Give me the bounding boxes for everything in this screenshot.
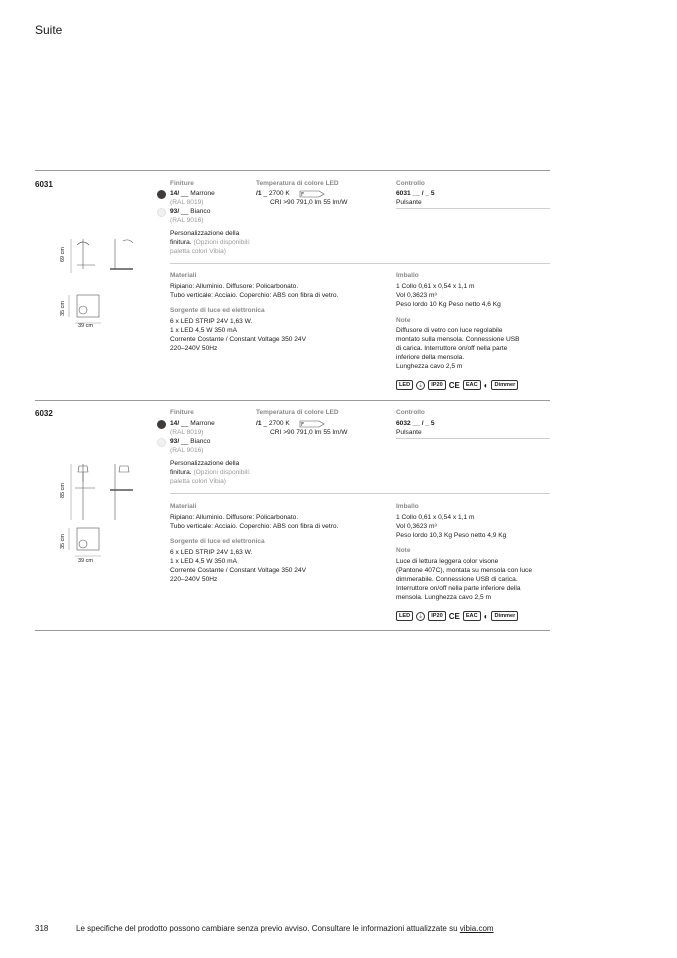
ground-icon: ⏚: [418, 382, 424, 389]
ip20-badge: IP20: [428, 380, 446, 390]
custom-finish-text-2: finitura. (Opzioni disponibili:: [170, 239, 251, 246]
custom-finish-note: paletta colori Vibia): [170, 478, 226, 485]
top-view-circle: [79, 540, 87, 548]
ce-mark-icon: CE: [448, 380, 460, 390]
depth-dimension: 35 cm: [60, 534, 66, 549]
light-source-line: 6 x LED STRIP 24V 1,63 W.: [170, 318, 253, 325]
packaging-line: Peso lordo 10,3 Kg Peso netto 4,9 Kg: [396, 532, 507, 539]
product-code: 6031: [35, 180, 53, 189]
ip20-badge: IP20: [428, 611, 446, 621]
page-number: 318: [35, 924, 49, 933]
height-dimension: 69 cm: [60, 247, 66, 262]
notes-line: inferiore della mensola.: [396, 354, 465, 361]
control-divider: [396, 208, 550, 209]
control-label: Controllo: [396, 409, 425, 416]
notes-line: dimmerabile. Connessione USB di carica.: [396, 576, 518, 583]
light-source-line: Corrente Costante / Constant Voltage 350 24V: [170, 336, 306, 343]
control-divider: [396, 438, 550, 439]
notes-label: Note: [396, 317, 411, 324]
packaging-line: Vol 0,3623 m³: [396, 523, 437, 530]
control-code: 6031 __ / _ 5: [396, 190, 435, 197]
depth-dimension: 35 cm: [60, 301, 66, 316]
dimmable-icon: ◐: [483, 611, 489, 621]
materials-line: Ripiano: Alluminio. Diffusore: Policarbonato.: [170, 514, 299, 521]
finish-option-brown: 14/ __ Marrone: [170, 420, 215, 427]
materials-line: Tubo verticale: Acciaio. Coperchio: ABS con fibra di vetro.: [170, 523, 339, 530]
dimmer-badge: Dimmer: [491, 380, 518, 390]
lamp-shade-side: [119, 466, 129, 472]
eac-badge: EAC: [463, 611, 481, 621]
control-value: Pulsante: [396, 429, 422, 436]
dimmer-badge: Dimmer: [491, 611, 518, 621]
top-view-square: [77, 295, 99, 317]
svg-text:F: F: [301, 422, 305, 428]
custom-finish-note: paletta colori Vibia): [170, 248, 226, 255]
finish-option-white: 93/ __ Bianco: [170, 438, 211, 445]
dimmable-icon: ◐: [483, 380, 489, 390]
materials-label: Materiali: [170, 272, 197, 279]
specs-divider: [170, 263, 550, 264]
custom-finish-text: Personalizzazione della: [170, 230, 240, 237]
finish-swatch-white: [157, 208, 166, 217]
dimmer-arrow-icon: [299, 190, 325, 198]
ce-mark-icon: CE: [448, 611, 460, 621]
finish-ral-white: (RAL 9016): [170, 217, 204, 224]
light-source-line: 6 x LED STRIP 24V 1,63 W.: [170, 549, 253, 556]
custom-finish-text: Personalizzazione della: [170, 460, 240, 467]
light-source-line: 1 x LED 4,5 W 350 mA: [170, 327, 238, 334]
finishes-label: Finiture: [170, 409, 194, 416]
product-code: 6032: [35, 409, 53, 418]
control-code: 6032 __ / _ 5: [396, 420, 435, 427]
packaging-label: Imballo: [396, 272, 419, 279]
finish-swatch-brown: [157, 420, 166, 429]
finish-ral-brown: (RAL 8019): [170, 199, 204, 206]
lamp-shade-side: [123, 240, 133, 243]
color-temp-option: /1 _ 2700 K: [256, 420, 290, 427]
led-badge: LED: [396, 611, 413, 621]
custom-finish-text-2: finitura. (Opzioni disponibili:: [170, 469, 251, 476]
packaging-label: Imballo: [396, 503, 419, 510]
notes-label: Note: [396, 547, 411, 554]
section-divider: [35, 630, 550, 631]
control-label: Controllo: [396, 180, 425, 187]
finish-ral-white: (RAL 9016): [170, 447, 204, 454]
product-dimension-drawing: [55, 460, 155, 570]
specs-divider: [170, 493, 550, 494]
notes-line: Luce di lettura leggera color visone: [396, 558, 499, 565]
light-source-label: Sorgente di luce ed elettronica: [170, 538, 265, 545]
control-value: Pulsante: [396, 199, 422, 206]
notes-line: (Pantone 407C), montata su mensola con luce: [396, 567, 532, 574]
svg-text:F: F: [301, 192, 305, 198]
section-divider: [35, 170, 550, 171]
eac-badge: EAC: [463, 380, 481, 390]
footer-disclaimer: Le specifiche del prodotto possono cambiare senza previo avviso. Consultare le informazioni attualizzate su vibia.com: [76, 924, 494, 933]
certification-icons: [396, 611, 518, 621]
notes-line: Diffusore di vetro con luce regolabile: [396, 327, 503, 334]
notes-line: Interruttore on/off nella parte inferiore della: [396, 585, 521, 592]
height-dimension: 85 cm: [60, 483, 66, 498]
packaging-line: Peso lordo 10 Kg Peso netto 4,6 Kg: [396, 301, 501, 308]
materials-label: Materiali: [170, 503, 197, 510]
product-dimension-drawing: [55, 235, 155, 335]
vibia-link[interactable]: vibia.com: [459, 924, 494, 933]
finish-option-white: 93/ __ Bianco: [170, 208, 211, 215]
color-temp-label: Temperatura di colore LED: [256, 180, 339, 187]
color-temp-label: Temperatura di colore LED: [256, 409, 339, 416]
notes-line: Lunghezza cavo 2,5 m: [396, 363, 463, 370]
light-source-line: Corrente Costante / Constant Voltage 350 24V: [170, 567, 306, 574]
notes-line: di carica. Interruttore on/off nella parte: [396, 345, 508, 352]
materials-line: Ripiano: Alluminio. Diffusore: Policarbonato.: [170, 283, 299, 290]
finishes-label: Finiture: [170, 180, 194, 187]
width-dimension: 39 cm: [78, 323, 93, 329]
notes-line: montato sulla mensola. Connessione USB: [396, 336, 520, 343]
ground-icon: ⏚: [418, 613, 424, 620]
width-dimension: 39 cm: [78, 558, 93, 564]
materials-line: Tubo verticale: Acciaio. Coperchio: ABS con fibra di vetro.: [170, 292, 339, 299]
dimmer-arrow-icon: [299, 420, 325, 428]
cri-line: CRI >90 791,0 lm 55 lm/W: [270, 429, 348, 436]
section-divider: [35, 400, 550, 401]
finish-option-brown: 14/ __ Marrone: [170, 190, 215, 197]
light-source-line: 220–240V 50Hz: [170, 576, 218, 583]
finish-swatch-brown: [157, 190, 166, 199]
top-view-circle: [79, 306, 87, 314]
packaging-line: 1 Collo 0,61 x 0,54 x 1,1 m: [396, 514, 475, 521]
notes-line: mensola. Lunghezza cavo 2,5 m: [396, 594, 491, 601]
certification-icons: [396, 380, 518, 390]
light-source-line: 220–240V 50Hz: [170, 345, 218, 352]
light-source-label: Sorgente di luce ed elettronica: [170, 307, 265, 314]
color-temp-option: /1 _ 2700 K: [256, 190, 290, 197]
packaging-line: Vol 0,3623 m³: [396, 292, 437, 299]
page-title: Suite: [35, 23, 63, 37]
finish-ral-brown: (RAL 8019): [170, 429, 204, 436]
led-badge: LED: [396, 380, 413, 390]
cri-line: CRI >90 791,0 lm 55 lm/W: [270, 199, 348, 206]
light-source-line: 1 x LED 4,5 W 350 mA: [170, 558, 238, 565]
finish-swatch-white: [157, 438, 166, 447]
packaging-line: 1 Collo 0,61 x 0,54 x 1,1 m: [396, 283, 475, 290]
